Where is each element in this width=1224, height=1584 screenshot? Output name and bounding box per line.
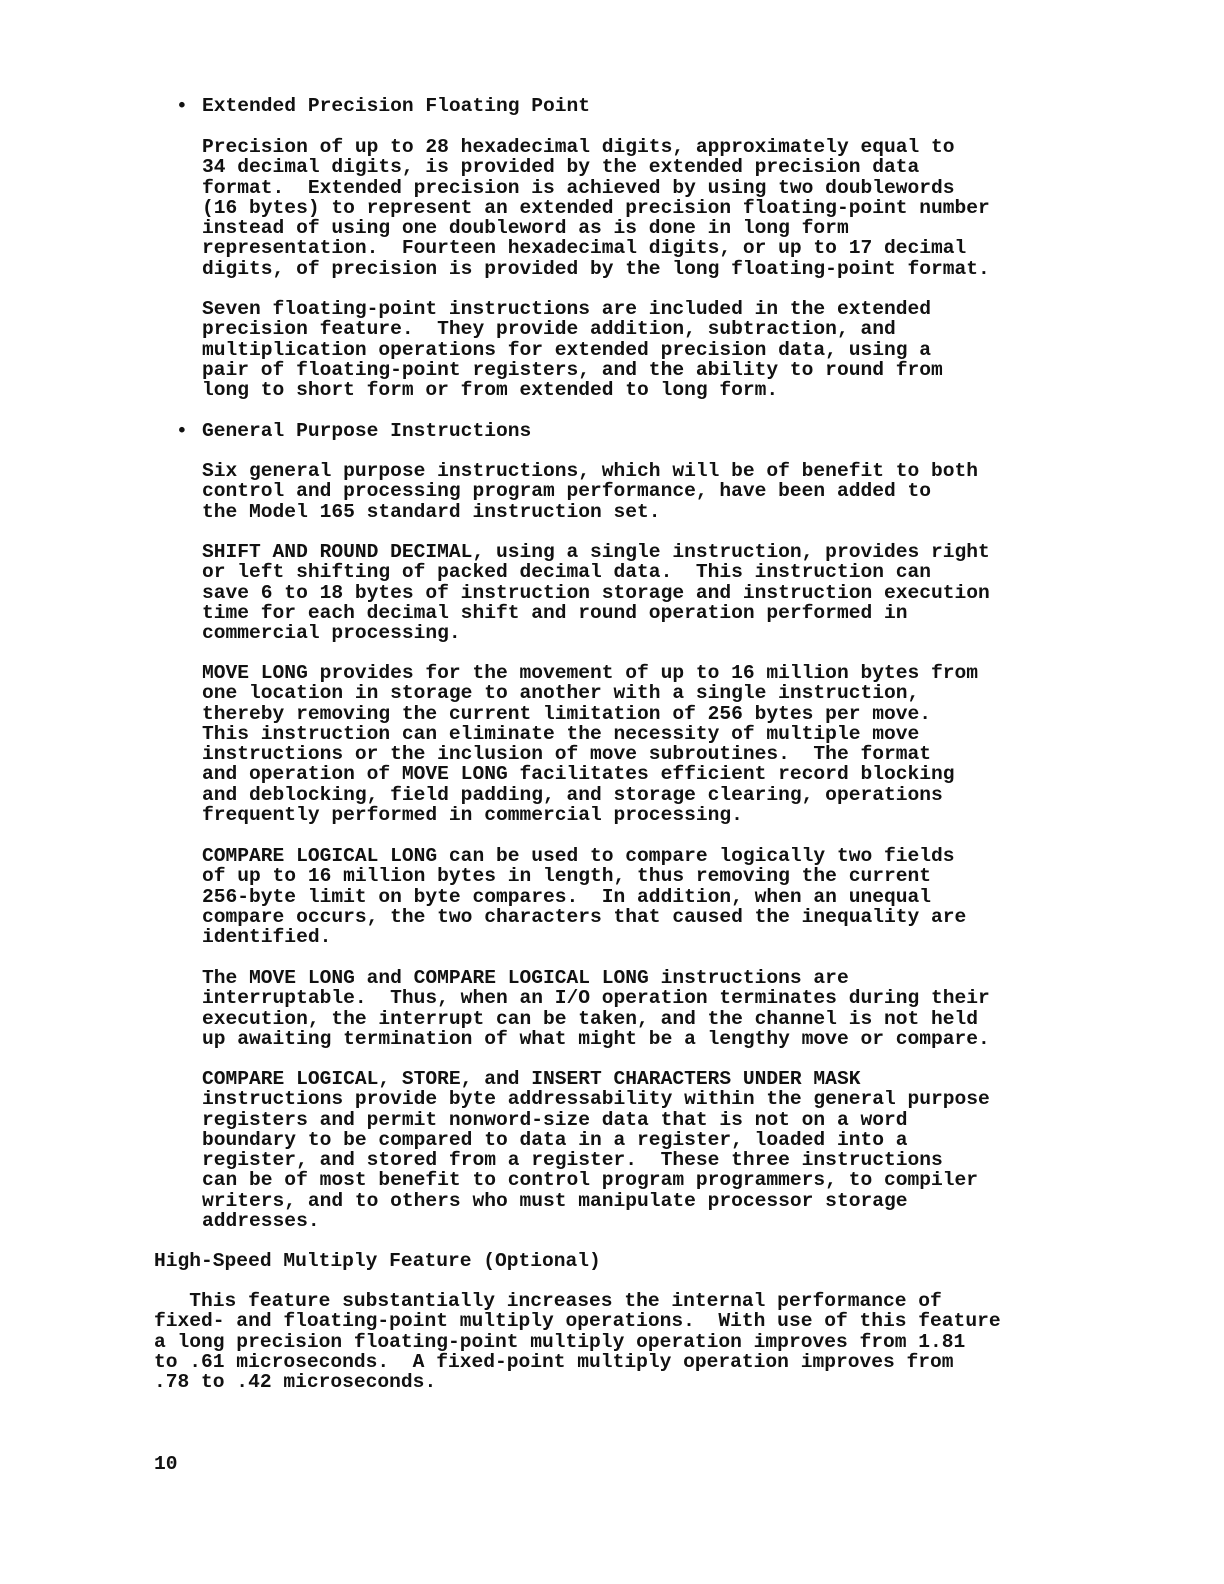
text-line: of up to 16 million bytes in length, thus removing the current xyxy=(202,865,932,888)
text-line: or left shifting of packed decimal data. This instruction can xyxy=(202,561,932,584)
text-line: writers, and to others who must manipulate processor storage xyxy=(202,1189,908,1212)
text-line: multiplication operations for extended precision data, using a xyxy=(202,338,932,361)
text-line: The MOVE LONG and COMPARE LOGICAL LONG instructions are xyxy=(202,967,849,989)
text-line: (16 bytes) to represent an extended precision floating-point number xyxy=(202,196,990,219)
heading-general-purpose: General Purpose Instructions xyxy=(202,420,532,442)
paragraph-shift-and-round xyxy=(202,542,990,643)
paragraph-compare-logical-long xyxy=(202,846,966,947)
text-line: COMPARE LOGICAL, STORE, and INSERT CHARACTERS UNDER MASK xyxy=(202,1068,861,1090)
text-line: fixed- and floating-point multiply operations. With use of this feature xyxy=(154,1310,1001,1333)
text-line: instructions provide byte addressability within the general purpose xyxy=(202,1088,990,1111)
paragraph-byte-addressability xyxy=(202,1069,990,1231)
heading-extended-precision: Extended Precision Floating Point xyxy=(202,95,591,117)
page-number: 10 xyxy=(154,1453,178,1475)
text-line: control and processing program performance, have been added to xyxy=(202,480,932,503)
bullet-icon: • xyxy=(176,420,188,442)
text-line: This feature substantially increases the internal performance of xyxy=(154,1290,942,1312)
text-line: register, and stored from a register. These three instructions xyxy=(202,1149,943,1172)
text-line: 256-byte limit on byte compares. In addition, when an unequal xyxy=(202,885,932,908)
text-line: 34 decimal digits, is provided by the extended precision data xyxy=(202,156,920,179)
text-line: thereby removing the current limitation of 256 bytes per move. xyxy=(202,702,932,725)
paragraph-move-long xyxy=(202,663,978,825)
text-line: Seven floating-point instructions are included in the extended xyxy=(202,298,932,320)
text-line: .78 to .42 microseconds. xyxy=(154,1371,437,1394)
paragraph-general-purpose-1 xyxy=(202,461,978,522)
text-line: to .61 microseconds. A fixed-point multiply operation improves from xyxy=(154,1350,954,1373)
text-line: COMPARE LOGICAL LONG can be used to compare logically two fields xyxy=(202,845,955,867)
text-line: registers and permit nonword-size data that is not on a word xyxy=(202,1108,908,1131)
text-line: commercial processing. xyxy=(202,622,461,645)
text-line: representation. Fourteen hexadecimal digits, or up to 17 decimal xyxy=(202,237,967,260)
bullet-icon: • xyxy=(176,95,188,117)
text-line: boundary to be compared to data in a register, loaded into a xyxy=(202,1128,908,1151)
text-line: instructions or the inclusion of move subroutines. The format xyxy=(202,743,932,766)
paragraph-extended-precision-2 xyxy=(202,299,943,400)
text-line: interruptable. Thus, when an I/O operation terminates during their xyxy=(202,987,990,1010)
text-line: up awaiting termination of what might be a lengthy move or compare. xyxy=(202,1027,990,1050)
text-line: save 6 to 18 bytes of instruction storage and instruction execution xyxy=(202,581,990,604)
text-line: can be of most benefit to control program programmers, to compiler xyxy=(202,1169,979,1192)
paragraph-interruptable xyxy=(202,968,990,1049)
text-line: digits, of precision is provided by the long floating-point format. xyxy=(202,257,990,280)
text-line: compare occurs, the two characters that caused the inequality are xyxy=(202,905,967,928)
text-line: a long precision floating-point multiply operation improves from 1.81 xyxy=(154,1330,966,1353)
text-line: precision feature. They provide addition, subtraction, and xyxy=(202,318,896,341)
text-line: format. Extended precision is achieved by using two doublewords xyxy=(202,176,955,199)
text-line: execution, the interrupt can be taken, and the channel is not held xyxy=(202,1007,979,1030)
text-line: frequently performed in commercial processing. xyxy=(202,804,743,827)
text-line: Six general purpose instructions, which will be of benefit to both xyxy=(202,460,979,482)
text-line: This instruction can eliminate the necessity of multiple move xyxy=(202,722,920,745)
text-line: and deblocking, field padding, and storage clearing, operations xyxy=(202,783,943,806)
text-line: the Model 165 standard instruction set. xyxy=(202,500,661,523)
text-line: one location in storage to another with a single instruction, xyxy=(202,682,920,705)
text-line: MOVE LONG provides for the movement of up to 16 million bytes from xyxy=(202,662,979,684)
paragraph-high-speed-multiply xyxy=(154,1291,1001,1392)
text-line: Precision of up to 28 hexadecimal digits, approximately equal to xyxy=(202,136,955,158)
paragraph-extended-precision-1 xyxy=(202,137,990,279)
text-line: and operation of MOVE LONG facilitates efficient record blocking xyxy=(202,763,955,786)
text-line: identified. xyxy=(202,926,332,949)
text-line: addresses. xyxy=(202,1210,320,1233)
text-line: instead of using one doubleword as is done in long form xyxy=(202,217,849,240)
text-line: long to short form or from extended to long form. xyxy=(202,379,779,402)
text-line: SHIFT AND ROUND DECIMAL, using a single instruction, provides right xyxy=(202,541,990,563)
text-line: pair of floating-point registers, and the ability to round from xyxy=(202,358,943,381)
heading-high-speed-multiply: High-Speed Multiply Feature (Optional) xyxy=(154,1250,601,1272)
text-line: time for each decimal shift and round operation performed in xyxy=(202,601,908,624)
